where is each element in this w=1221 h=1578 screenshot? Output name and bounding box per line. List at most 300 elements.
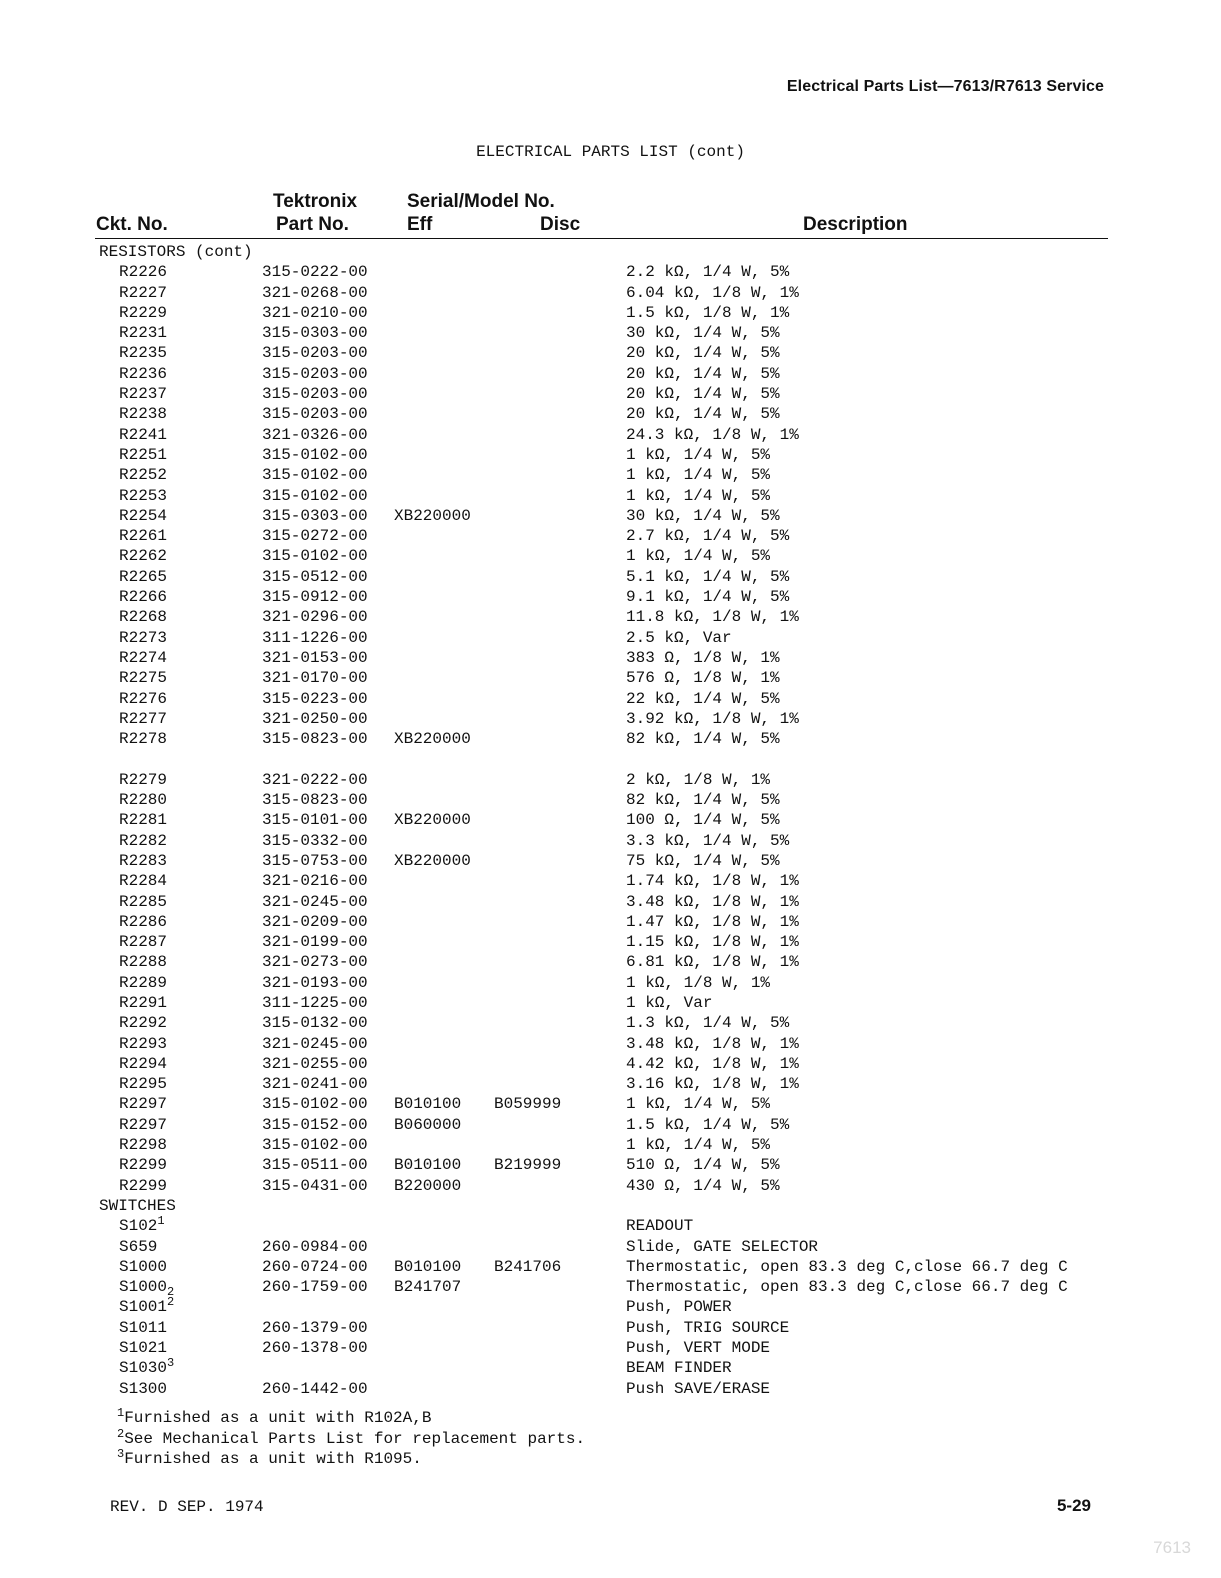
ckt-no-text: R2286 [119, 912, 168, 931]
revision-date: REV. D SEP. 1974 [110, 1498, 264, 1516]
description-cell: 20 kΩ, 1/4 W, 5% [626, 405, 780, 424]
ckt-no-text: S1021 [119, 1339, 168, 1358]
header-rule [95, 238, 1108, 239]
description-cell: Slide, GATE SELECTOR [626, 1237, 819, 1256]
ckt-no-text: R2238 [119, 405, 168, 424]
page-number: 5-29 [1056, 1496, 1091, 1515]
part-no-cell: 315-0511-00 [262, 1156, 368, 1175]
ckt-no-cell [119, 1297, 174, 1317]
ckt-no-cell [119, 506, 167, 526]
table-row [0, 1297, 1221, 1317]
ckt-no-cell [119, 364, 167, 384]
part-no-cell: 321-0199-00 [262, 933, 368, 952]
table-row [0, 323, 1221, 343]
description-cell: 24.3 kΩ, 1/8 W, 1% [626, 425, 799, 444]
table-row [0, 465, 1221, 485]
table-row [0, 689, 1221, 709]
header-eff: Eff [407, 214, 433, 235]
ckt-no-text: R2237 [119, 385, 168, 404]
footnote-mark: 2 [167, 1285, 175, 1300]
table-row [0, 1074, 1221, 1094]
description-cell: 1.5 kΩ, 1/4 W, 5% [626, 1115, 790, 1134]
table-row [0, 384, 1221, 404]
eff-cell: B060000 [394, 1115, 462, 1134]
description-cell: 5.1 kΩ, 1/4 W, 5% [626, 567, 790, 586]
part-no-cell: 321-0245-00 [262, 892, 368, 911]
description-cell: 2.5 kΩ, Var [626, 628, 732, 647]
ckt-no-text: R2283 [119, 851, 168, 870]
part-no-cell: 315-0332-00 [262, 831, 368, 850]
disc-cell: B219999 [494, 1156, 562, 1175]
part-no-cell: 315-0223-00 [262, 689, 368, 708]
ckt-no-cell [119, 1379, 167, 1399]
part-no-cell: 315-0303-00 [262, 506, 368, 525]
ckt-no-text: S1300 [119, 1379, 168, 1398]
description-cell: 75 kΩ, 1/4 W, 5% [626, 851, 780, 870]
section-heading [0, 1196, 1221, 1216]
description-cell: 9.1 kΩ, 1/4 W, 5% [626, 588, 790, 607]
table-row [0, 1135, 1221, 1155]
description-cell: 3.16 kΩ, 1/8 W, 1% [626, 1075, 799, 1094]
part-no-cell: 311-1225-00 [262, 993, 368, 1012]
description-cell: 82 kΩ, 1/4 W, 5% [626, 730, 780, 749]
ckt-no-cell [119, 425, 167, 445]
footnote [117, 1449, 585, 1470]
ckt-no-cell [119, 1338, 167, 1358]
header-tektronix: Tektronix [273, 191, 358, 212]
description-cell: 3.48 kΩ, 1/8 W, 1% [626, 1034, 799, 1053]
part-no-cell: 315-0823-00 [262, 730, 368, 749]
description-cell: Push SAVE/ERASE [626, 1379, 771, 1398]
description-cell: 30 kΩ, 1/4 W, 5% [626, 506, 780, 525]
table-row [0, 871, 1221, 891]
ckt-no-text: R2295 [119, 1075, 168, 1094]
ckt-no-text: R2261 [119, 527, 168, 546]
ckt-no-text: S1001 [119, 1298, 168, 1317]
part-no-cell: 315-0203-00 [262, 344, 368, 363]
part-no-cell: 315-0102-00 [262, 486, 368, 505]
part-no-cell: 321-0255-00 [262, 1054, 368, 1073]
description-cell: 383 Ω, 1/8 W, 1% [626, 648, 780, 667]
part-no-cell: 315-0823-00 [262, 791, 368, 810]
ckt-no-cell [119, 546, 167, 566]
part-no-cell: 315-0431-00 [262, 1176, 368, 1195]
ckt-no-text: R2298 [119, 1136, 168, 1155]
part-no-cell: 315-0102-00 [262, 445, 368, 464]
eff-cell: B241707 [394, 1278, 462, 1297]
footnote [117, 1408, 585, 1429]
table-row [0, 851, 1221, 871]
ckt-no-text: R2284 [119, 872, 168, 891]
ckt-no-cell [119, 668, 167, 688]
part-no-cell: 315-0912-00 [262, 588, 368, 607]
header-ckt-no: Ckt. No. [96, 214, 168, 235]
ckt-no-text: R2266 [119, 588, 168, 607]
part-no-cell: 315-0132-00 [262, 1014, 368, 1033]
description-cell: 576 Ω, 1/8 W, 1% [626, 669, 780, 688]
table-row [0, 668, 1221, 688]
ckt-no-cell [119, 790, 167, 810]
table-row [0, 1338, 1221, 1358]
part-no-cell: 315-0203-00 [262, 385, 368, 404]
part-no-cell: 315-0203-00 [262, 405, 368, 424]
part-no-cell: 321-0170-00 [262, 669, 368, 688]
ckt-no-text: R2275 [119, 669, 168, 688]
eff-cell: B010100 [394, 1156, 462, 1175]
table-row [0, 607, 1221, 627]
ckt-no-cell [119, 607, 167, 627]
ckt-no-text: R2251 [119, 445, 168, 464]
table-row [0, 526, 1221, 546]
table-row [0, 1054, 1221, 1074]
description-cell: 3.48 kΩ, 1/8 W, 1% [626, 892, 799, 911]
part-no-cell: 321-0296-00 [262, 608, 368, 627]
table-row [0, 952, 1221, 972]
table-row [0, 506, 1221, 526]
description-cell: Thermostatic, open 83.3 deg C,close 66.7 deg C [626, 1278, 1068, 1297]
part-no-cell: 260-1759-00 [262, 1278, 368, 1297]
table-row [0, 567, 1221, 587]
ckt-no-cell [119, 303, 167, 323]
ckt-no-text: R2288 [119, 953, 168, 972]
table-row [0, 283, 1221, 303]
description-cell: 3.92 kΩ, 1/8 W, 1% [626, 709, 799, 728]
ckt-no-cell [119, 709, 167, 729]
parts-table [0, 242, 1221, 1399]
ckt-no-text: R2294 [119, 1054, 168, 1073]
running-head: Electrical Parts List—7613/R7613 Service [786, 78, 1104, 95]
part-no-cell: 315-0102-00 [262, 1136, 368, 1155]
description-cell: 430 Ω, 1/4 W, 5% [626, 1176, 780, 1195]
ckt-no-cell [119, 486, 167, 506]
ckt-no-text: S1000 [119, 1257, 168, 1276]
footnote-text: Furnished as a unit with R102A,B [124, 1409, 432, 1427]
ckt-no-text: R2299 [119, 1176, 168, 1195]
ckt-no-cell [119, 262, 167, 282]
part-no-cell: 315-0203-00 [262, 364, 368, 383]
table-row [0, 831, 1221, 851]
eff-cell: B010100 [394, 1095, 462, 1114]
description-cell: 1 kΩ, 1/4 W, 5% [626, 445, 771, 464]
ckt-no-cell [119, 993, 167, 1013]
description-cell: 1 kΩ, 1/4 W, 5% [626, 1095, 771, 1114]
table-row [0, 770, 1221, 790]
ckt-no-text: R2254 [119, 506, 168, 525]
description-cell: 20 kΩ, 1/4 W, 5% [626, 364, 780, 383]
ckt-no-cell [119, 952, 167, 972]
footnote-mark: 2 [167, 1295, 175, 1310]
table-row [0, 1379, 1221, 1399]
table-row [0, 425, 1221, 445]
description-cell: 11.8 kΩ, 1/8 W, 1% [626, 608, 799, 627]
ckt-no-cell [119, 1318, 167, 1338]
ckt-no-text: R2289 [119, 973, 168, 992]
ckt-no-text: R2285 [119, 892, 168, 911]
eff-cell: XB220000 [394, 506, 471, 525]
table-row [0, 1176, 1221, 1196]
ckt-no-cell [119, 851, 167, 871]
ckt-no-cell [119, 729, 167, 749]
ckt-no-text: R2231 [119, 324, 168, 343]
ckt-no-cell [119, 283, 167, 303]
description-cell: 2 kΩ, 1/8 W, 1% [626, 770, 771, 789]
eff-cell: XB220000 [394, 851, 471, 870]
part-no-cell: 321-0153-00 [262, 648, 368, 667]
table-row [0, 1237, 1221, 1257]
part-no-cell: 321-0250-00 [262, 709, 368, 728]
part-no-cell: 260-1378-00 [262, 1339, 368, 1358]
table-row [0, 912, 1221, 932]
ckt-no-cell [119, 1034, 167, 1054]
ckt-no-text: R2299 [119, 1156, 168, 1175]
description-cell: 1 kΩ, 1/4 W, 5% [626, 1136, 771, 1155]
description-cell: 3.3 kΩ, 1/4 W, 5% [626, 831, 790, 850]
description-cell: 1 kΩ, 1/4 W, 5% [626, 547, 771, 566]
description-cell: 30 kΩ, 1/4 W, 5% [626, 324, 780, 343]
table-row [0, 1358, 1221, 1378]
part-no-cell: 260-0984-00 [262, 1237, 368, 1256]
ckt-no-cell [119, 892, 167, 912]
table-row [0, 404, 1221, 424]
footnote-mark: 1 [157, 1214, 165, 1229]
ckt-no-cell [119, 1135, 167, 1155]
ckt-no-cell [119, 871, 167, 891]
part-no-cell: 321-0193-00 [262, 973, 368, 992]
ckt-no-text: R2287 [119, 933, 168, 952]
description-cell: 4.42 kΩ, 1/8 W, 1% [626, 1054, 799, 1073]
ckt-no-cell [119, 1176, 167, 1196]
table-row [0, 1094, 1221, 1114]
ckt-no-cell [119, 526, 167, 546]
footnotes [117, 1408, 585, 1470]
ckt-no-cell [119, 973, 167, 993]
ckt-no-cell [119, 384, 167, 404]
ckt-no-cell [119, 648, 167, 668]
disc-cell: B059999 [494, 1095, 562, 1114]
header-part-no: Part No. [276, 214, 349, 235]
table-row [0, 1034, 1221, 1054]
description-cell: 100 Ω, 1/4 W, 5% [626, 811, 780, 830]
ckt-no-cell [119, 1216, 165, 1236]
ckt-no-text: R2235 [119, 344, 168, 363]
ckt-no-text: R2265 [119, 567, 168, 586]
ckt-no-text: R2253 [119, 486, 168, 505]
ckt-no-text: R2227 [119, 283, 168, 302]
ckt-no-cell [119, 1074, 167, 1094]
footnote [117, 1426, 586, 1450]
table-row [0, 973, 1221, 993]
header-description: Description [803, 214, 908, 235]
ckt-no-cell [119, 1237, 157, 1257]
part-no-cell: 260-1379-00 [262, 1318, 368, 1337]
table-row [0, 932, 1221, 952]
ckt-no-text: R2226 [119, 263, 168, 282]
part-no-cell: 260-1442-00 [262, 1379, 368, 1398]
ckt-no-cell [119, 323, 167, 343]
ckt-no-text: R2277 [119, 709, 168, 728]
ckt-no-cell [119, 1358, 174, 1378]
footnote-mark: 1 [117, 1406, 125, 1420]
ckt-no-text: R2262 [119, 547, 168, 566]
row-gap [0, 749, 1221, 769]
eff-cell: XB220000 [394, 811, 471, 830]
part-no-cell: 315-0753-00 [262, 851, 368, 870]
ckt-no-cell [119, 770, 167, 790]
ckt-no-text: R2276 [119, 689, 168, 708]
description-cell: 1 kΩ, 1/4 W, 5% [626, 466, 771, 485]
ckt-no-text: R2236 [119, 364, 168, 383]
part-no-cell: 321-0210-00 [262, 303, 368, 322]
part-no-cell: 321-0326-00 [262, 425, 368, 444]
ckt-no-cell [119, 932, 167, 952]
table-row [0, 486, 1221, 506]
ckt-no-cell [119, 1054, 167, 1074]
ckt-no-cell [119, 689, 167, 709]
ckt-no-cell [119, 1094, 167, 1114]
part-no-cell: 321-0273-00 [262, 953, 368, 972]
ckt-no-text: S1000 [119, 1278, 168, 1297]
description-cell: 22 kΩ, 1/4 W, 5% [626, 689, 780, 708]
header-serial-model: Serial/Model No. [407, 191, 555, 212]
part-no-cell: 321-0209-00 [262, 912, 368, 931]
ckt-no-text: R2229 [119, 303, 168, 322]
ckt-no-text: R2274 [119, 648, 168, 667]
part-no-cell: 260-0724-00 [262, 1257, 368, 1276]
description-cell: 1 kΩ, 1/4 W, 5% [626, 486, 771, 505]
part-no-cell: 315-0102-00 [262, 547, 368, 566]
ckt-no-cell [119, 1013, 167, 1033]
description-cell: 510 Ω, 1/4 W, 5% [626, 1156, 780, 1175]
description-cell: READOUT [626, 1217, 694, 1236]
description-cell: 6.81 kΩ, 1/8 W, 1% [626, 953, 799, 972]
ckt-no-cell [119, 343, 167, 363]
part-no-cell: 315-0101-00 [262, 811, 368, 830]
footnote-text: See Mechanical Parts List for replacement parts. [124, 1429, 586, 1448]
table-row [0, 587, 1221, 607]
part-no-cell: 321-0245-00 [262, 1034, 368, 1053]
ckt-no-text: R2282 [119, 831, 168, 850]
table-row [0, 303, 1221, 323]
description-cell: Thermostatic, open 83.3 deg C,close 66.7 deg C [626, 1257, 1068, 1276]
watermark: 7613 [1153, 1538, 1191, 1557]
part-no-cell: 315-0512-00 [262, 567, 368, 586]
ckt-no-text: R2297 [119, 1095, 168, 1114]
table-row [0, 790, 1221, 810]
ckt-no-cell [119, 465, 167, 485]
header-disc: Disc [540, 214, 581, 235]
ckt-no-cell [119, 1155, 167, 1175]
description-cell: 1.15 kΩ, 1/8 W, 1% [626, 933, 799, 952]
ckt-no-cell [119, 404, 167, 424]
description-cell: 1.5 kΩ, 1/8 W, 1% [626, 303, 790, 322]
description-cell: 1.47 kΩ, 1/8 W, 1% [626, 912, 799, 931]
table-row [0, 262, 1221, 282]
part-no-cell: 315-0222-00 [262, 263, 368, 282]
ckt-no-text: R2297 [119, 1115, 168, 1134]
ckt-no-text: S1030 [119, 1359, 168, 1378]
description-cell: 2.2 kΩ, 1/4 W, 5% [626, 263, 790, 282]
ckt-no-cell [119, 912, 167, 932]
description-cell: BEAM FINDER [626, 1359, 732, 1378]
table-row [0, 1257, 1221, 1277]
ckt-no-text: S1011 [119, 1318, 168, 1337]
eff-cell: B220000 [394, 1176, 462, 1195]
ckt-no-cell [119, 587, 167, 607]
table-row [0, 993, 1221, 1013]
part-no-cell: 315-0102-00 [262, 466, 368, 485]
table-row [0, 1318, 1221, 1338]
ckt-no-text: S659 [119, 1237, 158, 1256]
part-no-cell: 321-0222-00 [262, 770, 368, 789]
ckt-no-text: R2293 [119, 1034, 168, 1053]
description-cell: 1 kΩ, 1/8 W, 1% [626, 973, 771, 992]
ckt-no-text: R2292 [119, 1014, 168, 1033]
ckt-no-cell [119, 445, 167, 465]
part-no-cell: 315-0102-00 [262, 1095, 368, 1114]
ckt-no-text: R2252 [119, 466, 168, 485]
eff-cell: XB220000 [394, 730, 471, 749]
ckt-no-cell [119, 831, 167, 851]
ckt-no-text: R2291 [119, 993, 168, 1012]
description-cell: 1.74 kΩ, 1/8 W, 1% [626, 872, 799, 891]
table-row [0, 1115, 1221, 1135]
table-row [0, 729, 1221, 749]
ckt-no-cell [119, 628, 167, 648]
ckt-no-cell [119, 1277, 175, 1300]
disc-cell: B241706 [494, 1257, 562, 1276]
table-row [0, 709, 1221, 729]
part-no-cell: 315-0272-00 [262, 527, 368, 546]
description-cell: 1.3 kΩ, 1/4 W, 5% [626, 1014, 790, 1033]
description-cell: 2.7 kΩ, 1/4 W, 5% [626, 527, 790, 546]
part-no-cell: 321-0268-00 [262, 283, 368, 302]
description-cell: 20 kΩ, 1/4 W, 5% [626, 385, 780, 404]
part-no-cell: 311-1226-00 [262, 628, 368, 647]
description-cell: Push, VERT MODE [626, 1339, 771, 1358]
ckt-no-cell [119, 810, 167, 830]
section-label: RESISTORS (cont) [99, 243, 253, 261]
table-row [0, 1216, 1221, 1236]
ckt-no-text: R2280 [119, 791, 168, 810]
description-cell: Push, POWER [626, 1298, 732, 1317]
footnote-mark: 2 [117, 1426, 125, 1441]
ckt-no-text: R2268 [119, 608, 168, 627]
part-no-cell: 315-0303-00 [262, 324, 368, 343]
part-no-cell: 321-0216-00 [262, 872, 368, 891]
ckt-no-cell [119, 1115, 167, 1135]
table-row [0, 628, 1221, 648]
page-title: ELECTRICAL PARTS LIST (cont) [476, 143, 745, 161]
description-cell: Push, TRIG SOURCE [626, 1318, 790, 1337]
description-cell: 82 kΩ, 1/4 W, 5% [626, 791, 780, 810]
part-no-cell: 321-0241-00 [262, 1075, 368, 1094]
ckt-no-text: S102 [119, 1217, 158, 1236]
description-cell: 6.04 kΩ, 1/8 W, 1% [626, 283, 799, 302]
table-row [0, 1277, 1221, 1300]
table-row [0, 810, 1221, 830]
ckt-no-text: R2281 [119, 811, 168, 830]
footnote-mark: 3 [117, 1447, 125, 1461]
ckt-no-cell [119, 1257, 167, 1277]
table-row [0, 1013, 1221, 1033]
table-row [0, 1155, 1221, 1175]
part-no-cell: 315-0152-00 [262, 1115, 368, 1134]
table-row [0, 546, 1221, 566]
footnote-text: Furnished as a unit with R1095. [124, 1450, 422, 1468]
ckt-no-text: R2279 [119, 770, 168, 789]
footnote-mark: 3 [167, 1356, 175, 1371]
ckt-no-text: R2278 [119, 730, 168, 749]
